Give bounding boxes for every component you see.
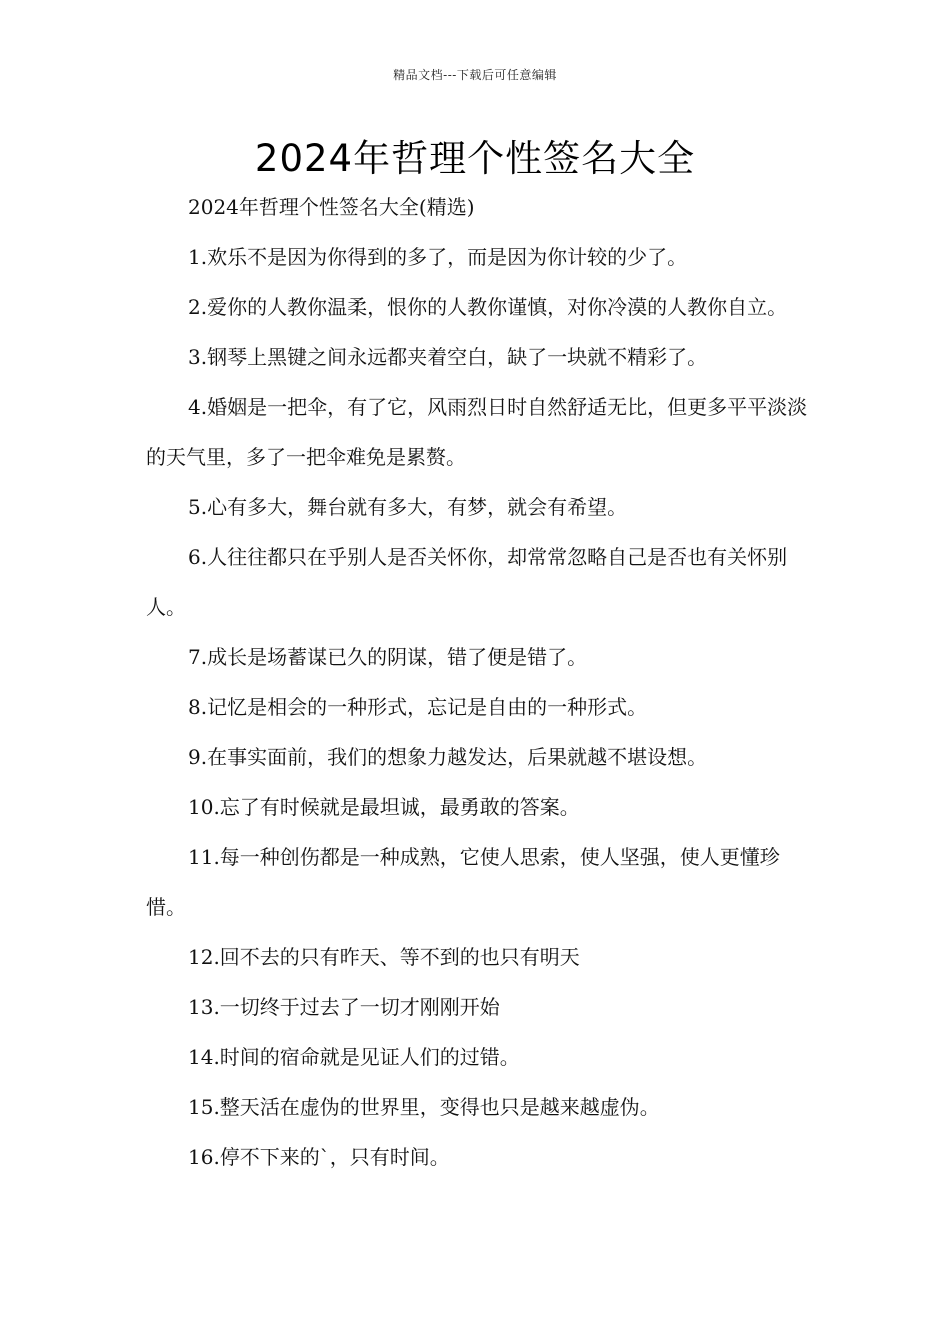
quote-paragraph: 11.每一种创伤都是一种成熟，它使人思索，使人坚强，使人更懂珍惜。 (146, 845, 780, 919)
quote-paragraph: 5.心有多大，舞台就有多大，有梦，就会有希望。 (188, 495, 628, 519)
document-body (146, 182, 810, 1182)
quote-paragraph: 14.时间的宿命就是见证人们的过错。 (188, 1045, 520, 1069)
quote-paragraph: 9.在事实面前，我们的想象力越发达，后果就越不堪设想。 (188, 745, 708, 769)
quote-paragraph: 12.回不去的只有昨天、等不到的也只有明天 (188, 945, 580, 969)
quote-paragraph: 2.爱你的人教你温柔，恨你的人教你谨慎，对你冷漠的人教你自立。 (188, 295, 788, 319)
quote-paragraph: 1.欢乐不是因为你得到的多了，而是因为你计较的少了。 (188, 245, 688, 269)
quote-paragraph: 10.忘了有时候就是最坦诚，最勇敢的答案。 (188, 795, 580, 819)
subtitle-paragraph: 2024年哲理个性签名大全(精选) (188, 195, 475, 219)
document-title: 2024年哲理个性签名大全 (254, 137, 696, 180)
quote-paragraph: 16.停不下来的`，只有时间。 (188, 1145, 450, 1169)
quote-paragraph: 13.一切终于过去了一切才刚刚开始 (188, 995, 500, 1019)
quote-paragraph: 3.钢琴上黑键之间永远都夹着空白，缺了一块就不精彩了。 (188, 345, 708, 369)
quote-paragraph: 8.记忆是相会的一种形式，忘记是自由的一种形式。 (188, 695, 648, 719)
page-header: 精品文档---下载后可任意编辑 (393, 68, 557, 82)
quote-paragraph: 15.整天活在虚伪的世界里，变得也只是越来越虚伪。 (188, 1095, 660, 1119)
quote-paragraph: 7.成长是场蓄谋已久的阴谋，错了便是错了。 (188, 645, 588, 669)
quote-paragraph: 6.人往往都只在乎别人是否关怀你，却常常忽略自己是否也有关怀别人。 (146, 545, 788, 619)
quote-paragraph: 4.婚姻是一把伞，有了它，风雨烈日时自然舒适无比，但更多平平淡淡的天气里，多了一把伞难免是累赘。 (146, 395, 808, 469)
